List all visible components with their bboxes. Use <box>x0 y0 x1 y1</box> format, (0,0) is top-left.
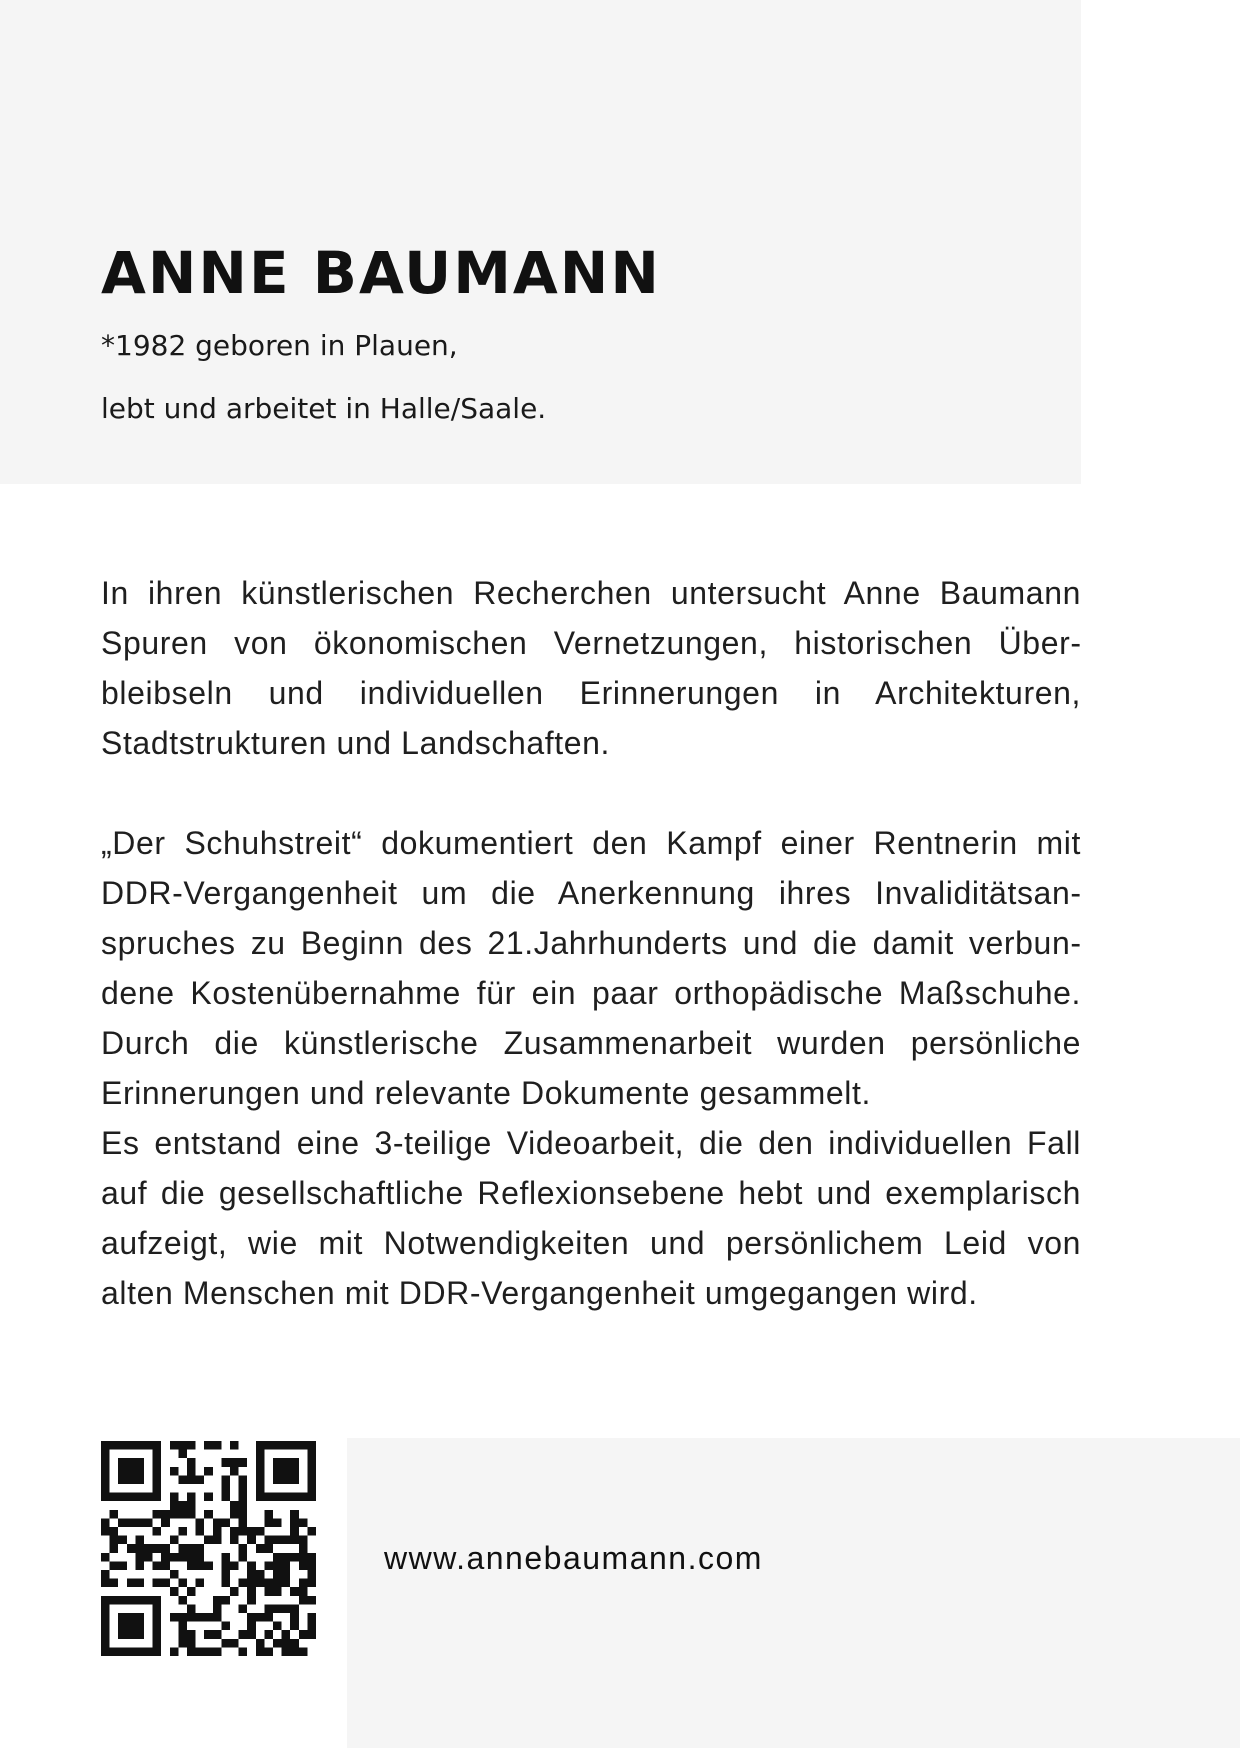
artist-birth-info: *1982 geboren in Plauen, <box>101 329 458 362</box>
description-paragraph-2: „Der Schuhstreit“ dokumentiert den Kampf einer Rentnerin mit DDR-Vergangenheit um die Anerkennung ihres Invaliditätsanspruches zu Beginn des 21.Jahrhunderts und die damit verbundene Kostenübernahme für ein paar orthopädische Maßschuhe. Durch die künstlerische Zusammenarbeit wurden persönliche Erinnerungen und relevante Dokumente gesammelt. <box>101 825 1081 1111</box>
description-paragraph-3: Es entstand eine 3-teilige Videoarbeit, die den individuellen Fall auf die gesellschaftliche Reflexionsebene hebt und exemplarisch aufzeigt, wie mit Notwendigkeiten und persönlichem Leid von alten Menschen mit DDR-Vergangenheit umgegangen wird. <box>101 1125 1081 1311</box>
artist-residence-info: lebt und arbeitet in Halle/Saale. <box>101 392 547 425</box>
website-link[interactable]: www.annebaumann.com <box>384 1540 763 1576</box>
artist-name: ANNE BAUMANN <box>101 239 661 307</box>
description-paragraph-1: In ihren künstlerischen Recherchen untersucht Anne Baumann Spuren von ökonomischen Vernetzungen, historischen Überbleibseln und individuellen Erinnerungen in Architekturen, Stadtstrukturen und Landschaften. <box>101 575 1081 761</box>
footer-panel <box>347 1438 1240 1748</box>
qr-code-icon[interactable] <box>101 1441 316 1656</box>
